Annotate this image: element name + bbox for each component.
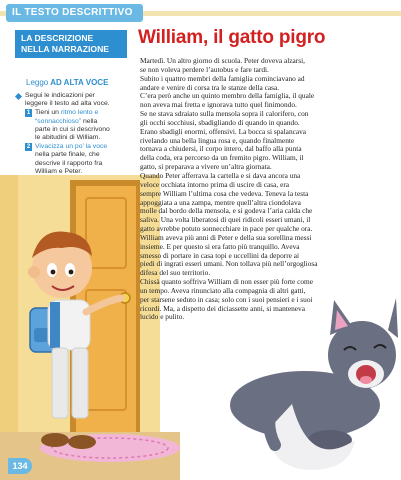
instruction-line: nella parte finale, che <box>35 151 100 159</box>
article-line: insieme. E per questo si era fatto più tranquillo. Aveva <box>140 241 300 251</box>
sidebar-title-line1: LA DESCRIZIONE <box>21 33 94 43</box>
cat-figure <box>230 298 398 470</box>
wall-shade <box>0 175 18 435</box>
instruction-line: le abitudini di William. <box>35 134 101 142</box>
article-line: tornava a chiudersi, il corpo intero, dal baffo alla punta <box>140 144 302 154</box>
article-line: molle dal bordo della mensola, e si godeva l’aria calda che <box>140 206 313 216</box>
instruction-number: 2 <box>26 144 31 151</box>
article-line: William aveva più anni di Peter e della sua sorellina messi <box>140 232 312 242</box>
reading-instructions <box>15 92 135 176</box>
article-line: gatto, si preparava a vivere un’altra giornata. <box>140 162 272 172</box>
instruction-line: descrive il rapporto fra <box>35 159 103 167</box>
sidebar-title-line2: NELLA NARRAZIONE <box>21 44 110 54</box>
article-line: Subito i quattro membri della famiglia cominciavano ad <box>140 73 305 83</box>
article-line: Chissà quanto soffriva William di non esser più forte come <box>140 277 313 287</box>
article-body <box>140 57 392 322</box>
article-line: Se ne stava sdraiato sulla mensola sopra il calorifero, con <box>140 109 309 119</box>
article-line: rivelando una bella lingua rosa e, quando finalmente <box>140 135 295 145</box>
article-line: veloce occhiata intorno prima di uscire di casa, era <box>140 179 290 189</box>
article-line: non aveva mai fretta e ignorava tutto quel finimondo. <box>140 100 297 110</box>
instruction-line: “sonnacchioso” nella <box>35 117 98 125</box>
article-line: Erano sbadigli enormi, offensivi. La bocca si spalancava <box>140 126 307 136</box>
article-line: gatto avrebbe potuto sonnecchiare in pace per qualche ora. <box>140 224 313 234</box>
instruction-line: William e Peter. <box>35 167 83 175</box>
article-line: gli occhi socchiusi, sbadigliando di quando in quando. <box>140 117 300 127</box>
article-line: per starsene seduto in casa; solo con i suoi pensieri e i suoi <box>140 294 313 304</box>
article-line: difesa del suo territorio. <box>140 268 211 278</box>
article-line: appoggiata a una zampa, mentre quell’altra ciondolava <box>140 197 301 207</box>
read-aloud-emph: AD ALTA VOCE <box>50 78 109 87</box>
instruction-line: Tieni un ritmo lento e <box>35 109 99 117</box>
article-line: della coda, era percorso da un fremito pigro. William, il <box>140 153 304 163</box>
instruction-number: 1 <box>26 110 31 117</box>
article-line: piedi di ingrati esseri umani. Non tollava più nell’orgogliosa <box>140 259 318 269</box>
lead-line: Segui le indicazioni per <box>25 92 95 99</box>
section-label: IL TESTO DESCRITTIVO <box>6 4 143 22</box>
article-line: Martedì. Un altro giorno di scuola. Peter doveva alzarsi, <box>140 56 305 65</box>
article-line: Quando Peter afferrava la cartella e si dava ancora una <box>140 170 301 180</box>
article-line: se non voleva perdere l’autobus e fare tardi. <box>140 64 269 74</box>
article-line: sempre William l’ultima cosa che vedeva. Teneva la testa <box>140 188 309 198</box>
article-line: ricordi. Ma, a dispetto dei diciassette anni, si manteneva <box>140 303 305 313</box>
instruction-line: Vivacizza un po’ la voce <box>35 143 108 151</box>
article-title: William, il gatto pigro <box>138 27 326 48</box>
article-line: C’era però anche un quinto membro della famiglia, il quale <box>140 91 315 101</box>
article-line: andare e venire di corsa tra le stanze della casa. <box>140 82 280 92</box>
instruction-item-1 <box>15 109 135 142</box>
page-number: 134 <box>8 458 32 474</box>
instructions-lead <box>15 92 135 108</box>
article-line: smesso di portare in casa topi e uccellini da deporre ai <box>140 250 300 260</box>
instruction-item-2 <box>15 143 135 176</box>
article-line: saliva. Una volta liberatosi di quei ridicoli esseri umani, il <box>140 215 311 225</box>
instruction-line: parte in cui si descrivono <box>35 125 110 133</box>
sidebar-title-box <box>15 30 127 58</box>
read-aloud-heading <box>26 78 108 87</box>
article-line: lucido e pulito. <box>140 312 185 322</box>
read-aloud-prefix: Leggo <box>26 78 49 87</box>
article-line: un tempo. Aveva rinunciato alla compagnia di altri gatti, <box>140 285 306 295</box>
lead-line: leggere il testo ad alta voce. <box>25 100 110 108</box>
